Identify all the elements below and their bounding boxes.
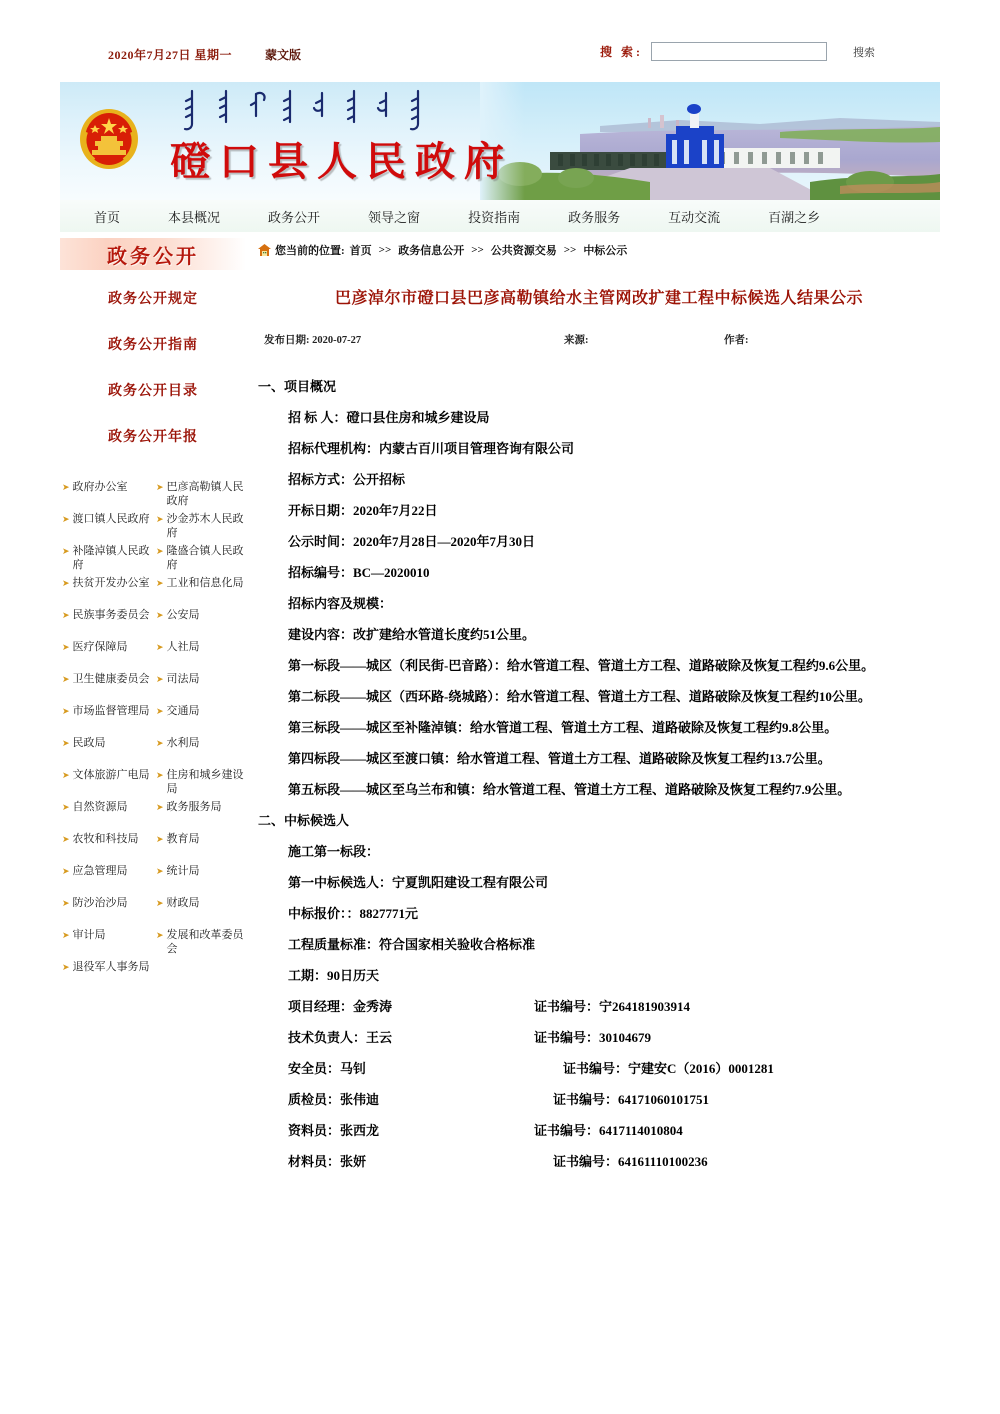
dept-link[interactable] [62, 926, 156, 958]
staff-cert: 证书编号：30104679 [534, 1030, 652, 1045]
bullet-arrow-icon: ➤ [156, 866, 164, 876]
breadcrumb-separator: >> [471, 244, 484, 256]
staff-role: 资料员：张西龙 [288, 1123, 380, 1138]
bullet-arrow-icon: ➤ [156, 930, 164, 940]
nav-item-home[interactable]: 首页 [94, 209, 121, 225]
bullet-arrow-icon: ➤ [62, 482, 70, 492]
lot-4-description: 第四标段——城区至渡口镇：给水管道工程、管道土方工程、道路破除及恢复工程约13.7公里。 [288, 751, 831, 766]
breadcrumb-separator: >> [563, 244, 577, 256]
section-1-heading: 一、项目概况 [258, 379, 337, 394]
dept-label: 政府办公室 [72, 481, 128, 493]
bullet-arrow-icon: ➤ [62, 706, 70, 716]
lot-1-description: 第一标段——城区（利民街-巴音路）：给水管道工程、管道土方工程、道路破除及恢复工程约9.6公里。 [288, 658, 875, 673]
search-label: 搜 索: [600, 45, 643, 59]
dept-link[interactable] [156, 670, 248, 702]
bullet-arrow-icon: ➤ [156, 578, 164, 588]
dept-label: 农牧和科技局 [72, 833, 139, 845]
mongolian-script-title [178, 88, 448, 134]
scope-heading: 招标内容及规模： [288, 596, 393, 611]
lot-3-description: 第三标段——城区至补隆淖镇：给水管道工程、管道土方工程、道路破除及恢复工程约9.8公里。 [288, 720, 838, 735]
nav-item-leadership[interactable]: 领导之窗 [368, 209, 421, 225]
staff-cert: 证书编号：宁264181903914 [534, 999, 691, 1014]
nav-item-services[interactable]: 政务服务 [568, 209, 621, 225]
staff-role: 质检员：张伟迪 [288, 1092, 380, 1107]
dept-link[interactable] [62, 510, 156, 542]
breadcrumb [258, 238, 940, 258]
search-input[interactable] [651, 42, 827, 61]
breadcrumb-separator: >> [378, 244, 392, 256]
bullet-arrow-icon: ➤ [62, 546, 70, 556]
dept-link[interactable] [156, 894, 248, 926]
dept-link[interactable] [156, 798, 248, 830]
current-date: 2020年7月27日 星期一 [108, 48, 233, 62]
dept-link[interactable] [156, 574, 248, 606]
scenic-photo-svg [480, 82, 940, 200]
bullet-arrow-icon: ➤ [156, 898, 164, 908]
public-period-line: 公示时间：2020年7月28日—2020年7月30日 [288, 534, 536, 549]
article-title: 巴彦淖尔市磴口县巴彦高勒镇给水主管网改扩建工程中标候选人结果公示 [334, 290, 863, 307]
department-link-grid [60, 478, 246, 990]
staff-cert: 证书编号：宁建安C（2016）0001281 [563, 1061, 774, 1076]
staff-row-quality-inspector [258, 1084, 940, 1115]
staff-role: 项目经理：金秀涛 [288, 999, 393, 1014]
dept-label: 统计局 [166, 865, 200, 877]
staff-cert: 证书编号：6417114010804 [534, 1123, 683, 1138]
bid-price-line: 中标报价：：8827771元 [288, 906, 419, 921]
dept-label: 扶贫开发办公室 [72, 577, 150, 589]
sidebar-link-annual[interactable]: 政务公开年报 [108, 430, 198, 445]
bullet-arrow-icon: ➤ [62, 578, 70, 588]
bullet-arrow-icon: ➤ [156, 738, 164, 748]
sidebar-link-regulations[interactable]: 政务公开规定 [108, 292, 198, 307]
breadcrumb-item-bid-announcement[interactable]: 中标公示 [583, 245, 628, 257]
bullet-arrow-icon: ➤ [62, 802, 70, 812]
dept-label: 财政局 [166, 897, 200, 909]
article-body [258, 371, 940, 1177]
sidebar-title: 政务公开 [107, 245, 199, 268]
bullet-arrow-icon: ➤ [156, 514, 164, 524]
construction-content: 建设内容：改扩建给水管道长度约51公里。 [288, 627, 536, 642]
staff-role: 技术负责人：王云 [288, 1030, 393, 1045]
dept-label: 应急管理局 [72, 865, 128, 877]
agency-line: 招标代理机构：内蒙古百川项目管理咨询有限公司 [288, 441, 575, 456]
bullet-arrow-icon: ➤ [62, 610, 70, 620]
nav-item-lakes[interactable]: 百湖之乡 [768, 209, 821, 225]
dept-link[interactable] [156, 606, 248, 638]
bullet-arrow-icon: ➤ [62, 770, 70, 780]
dept-label: 自然资源局 [72, 801, 128, 813]
nav-item-overview[interactable]: 本县概况 [168, 209, 221, 225]
breadcrumb-item-home[interactable]: 首页 [349, 245, 372, 257]
first-candidate-line: 第一中标候选人：宁夏凯阳建设工程有限公司 [288, 875, 549, 890]
bullet-arrow-icon: ➤ [156, 802, 164, 812]
dept-label: 工业和信息化局 [166, 577, 244, 589]
search-button[interactable]: 搜索 [853, 44, 875, 60]
dept-label: 防沙治沙局 [72, 897, 128, 909]
bullet-arrow-icon: ➤ [156, 706, 164, 716]
dept-link[interactable] [156, 702, 248, 734]
staff-row-document-clerk [258, 1115, 940, 1146]
breadcrumb-item-public-resource-trading[interactable]: 公共资源交易 [490, 245, 557, 257]
home-icon-svg [258, 244, 271, 256]
content-columns [60, 232, 940, 1177]
staff-cert: 证书编号：64161110100236 [553, 1154, 708, 1169]
bullet-arrow-icon: ➤ [62, 738, 70, 748]
bullet-arrow-icon: ➤ [62, 642, 70, 652]
dept-link[interactable] [156, 862, 248, 894]
dept-label: 人社局 [166, 641, 200, 653]
sidebar-link-catalog[interactable]: 政务公开目录 [108, 384, 198, 399]
article-column [246, 238, 940, 1177]
tenderee-line: 招 标 人：磴口县住房和城乡建设局 [288, 410, 490, 425]
dept-link[interactable] [62, 830, 156, 862]
dept-label: 发展和改革委员会 [166, 929, 244, 955]
dept-label: 公安局 [166, 609, 200, 621]
dept-label: 教育局 [166, 833, 200, 845]
dept-link[interactable] [62, 702, 156, 734]
home-icon [258, 244, 271, 256]
dept-link[interactable] [62, 734, 156, 766]
bullet-arrow-icon: ➤ [156, 770, 164, 780]
dept-link[interactable] [156, 542, 248, 574]
bullet-arrow-icon: ➤ [156, 834, 164, 844]
bullet-arrow-icon: ➤ [156, 610, 164, 620]
dept-label: 政务服务局 [166, 801, 222, 813]
dept-link[interactable] [62, 766, 156, 798]
dept-label: 审计局 [72, 929, 106, 941]
breadcrumb-prefix: 您当前的位置: [275, 245, 345, 257]
duration-line: 工期：90日历天 [288, 968, 380, 983]
dept-label: 补隆淖镇人民政府 [72, 545, 150, 571]
bullet-arrow-icon: ➤ [62, 930, 70, 940]
dept-label: 沙金苏木人民政府 [166, 513, 244, 539]
bid-open-date-line: 开标日期：2020年7月22日 [288, 503, 438, 518]
staff-row-technical-lead [258, 1022, 940, 1053]
nav-item-interaction[interactable]: 互动交流 [668, 209, 721, 225]
bullet-arrow-icon: ➤ [156, 546, 164, 556]
government-title: 磴口县人民政府 [170, 139, 513, 184]
staff-role: 材料员：张妍 [288, 1154, 367, 1169]
bullet-arrow-icon: ➤ [62, 866, 70, 876]
bullet-arrow-icon: ➤ [62, 674, 70, 684]
dept-label: 司法局 [166, 673, 200, 685]
dept-label: 文体旅游广电局 [72, 769, 150, 781]
bullet-arrow-icon: ➤ [62, 898, 70, 908]
source-label: 来源: [564, 335, 589, 346]
dept-link[interactable] [156, 734, 248, 766]
sidebar-link-guide[interactable]: 政务公开指南 [108, 338, 198, 353]
dept-link[interactable] [62, 574, 156, 606]
dept-label: 市场监督管理局 [72, 705, 150, 717]
tender-method-line: 招标方式：公开招标 [288, 472, 406, 487]
nav-item-affairs[interactable]: 政务公开 [268, 209, 321, 225]
dept-link[interactable] [156, 478, 248, 510]
lot-5-description: 第五标段——城区至乌兰布和镇：给水管道工程、管道土方工程、道路破除及恢复工程约7.9公里。 [288, 782, 851, 797]
mongolian-version-link[interactable]: 蒙文版 [265, 48, 302, 62]
dept-label: 隆盛合镇人民政府 [166, 545, 244, 571]
dept-link[interactable] [62, 670, 156, 702]
mongolian-script-svg [178, 88, 448, 134]
site-banner [60, 82, 940, 200]
bullet-arrow-icon: ➤ [156, 674, 164, 684]
lot-1-heading: 施工第一标段： [288, 844, 380, 859]
dept-link[interactable] [62, 862, 156, 894]
sidebar-header [60, 238, 246, 270]
staff-role: 安全员：马钊 [288, 1061, 367, 1076]
breadcrumb-item-info-disclosure[interactable]: 政务信息公开 [398, 245, 465, 257]
dept-link[interactable] [156, 638, 248, 670]
sidebar-primary-links [60, 270, 246, 478]
emblem-svg [78, 108, 140, 170]
dept-link[interactable] [156, 510, 248, 542]
dept-link[interactable] [62, 542, 156, 574]
dept-link[interactable] [62, 606, 156, 638]
author-label: 作者: [724, 335, 749, 346]
dept-link[interactable] [62, 478, 156, 510]
article-meta [258, 332, 940, 347]
bullet-arrow-icon: ➤ [62, 962, 70, 972]
top-utility-bar [60, 0, 940, 82]
dept-link[interactable] [156, 766, 248, 798]
staff-row-material-clerk [258, 1146, 940, 1177]
lot-2-description: 第二标段——城区（西环路-绕城路）：给水管道工程、管道土方工程、道路破除及恢复工程约10公里。 [288, 689, 871, 704]
dept-link[interactable] [62, 894, 156, 926]
staff-row-safety-officer [258, 1053, 940, 1084]
dept-label: 渡口镇人民政府 [72, 513, 150, 525]
dept-label: 卫生健康委员会 [72, 673, 150, 685]
bullet-arrow-icon: ➤ [156, 642, 164, 652]
national-emblem-icon [78, 108, 140, 170]
tender-number-line: 招标编号：BC—2020010 [288, 565, 430, 580]
bullet-arrow-icon: ➤ [156, 482, 164, 492]
staff-row-project-manager [258, 991, 940, 1022]
dept-link[interactable] [62, 798, 156, 830]
dept-label: 民政局 [72, 737, 106, 749]
search-area [600, 42, 875, 61]
dept-label: 医疗保障局 [72, 641, 128, 653]
dept-label: 住房和城乡建设局 [166, 769, 244, 795]
publish-date: 发布日期: 2020-07-27 [264, 335, 362, 346]
bullet-arrow-icon: ➤ [62, 514, 70, 524]
bullet-arrow-icon: ➤ [62, 834, 70, 844]
page-wrapper [60, 0, 940, 1177]
dept-link[interactable] [156, 830, 248, 862]
dept-link[interactable] [62, 638, 156, 670]
dept-link[interactable] [62, 958, 156, 990]
dept-label: 巴彦高勒镇人民政府 [166, 481, 244, 507]
dept-label: 民族事务委员会 [72, 609, 150, 621]
quality-standard-line: 工程质量标准：符合国家相关验收合格标准 [288, 937, 536, 952]
banner-photo [480, 82, 940, 200]
dept-label: 水利局 [166, 737, 200, 749]
dept-label: 退役军人事务局 [72, 961, 150, 973]
dept-label: 交通局 [166, 705, 200, 717]
sidebar [60, 238, 246, 990]
dept-link[interactable] [156, 926, 248, 958]
staff-cert: 证书编号：64171060101751 [553, 1092, 710, 1107]
nav-item-investment[interactable]: 投资指南 [468, 209, 521, 225]
main-navigation [60, 200, 940, 232]
section-2-heading: 二、中标候选人 [258, 813, 350, 828]
